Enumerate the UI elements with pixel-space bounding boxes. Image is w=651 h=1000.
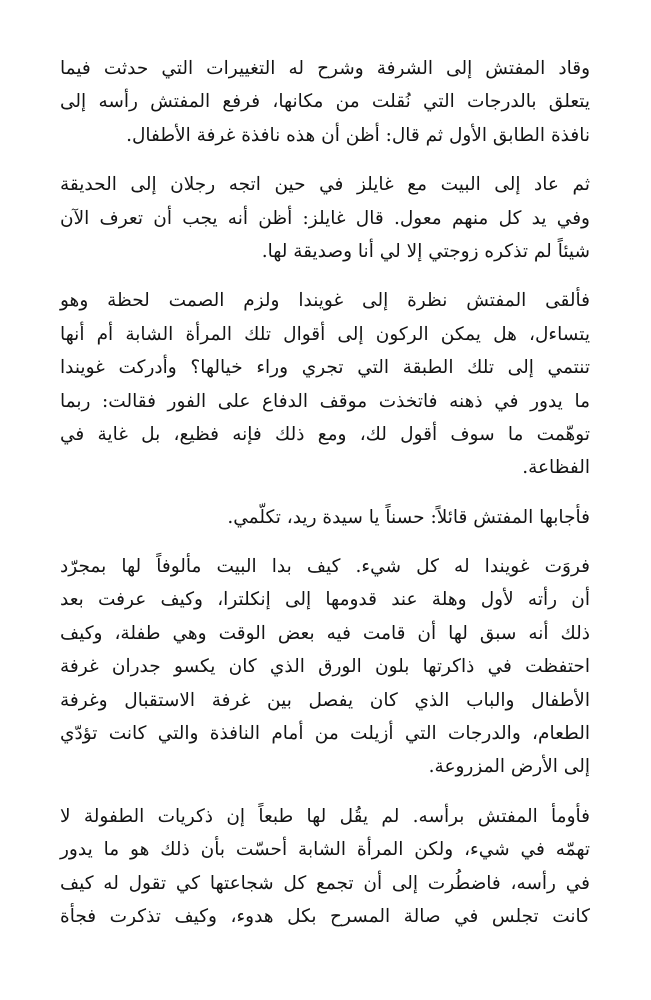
text-line: ما يدور في ذهنه فاتخذت موقف الدفاع على الفور فقالت: ربما xyxy=(60,390,590,412)
text-line: في رأسه، فاضطُرت إلى أن تجمع كل شجاعتها كي تقول له كيف xyxy=(60,872,590,894)
paragraph-3 xyxy=(60,284,590,484)
text-line: يتعلق بالدرجات التي نُقلت من مكانها، فرفع المفتش رأسه إلى xyxy=(60,91,590,113)
text-line: أن رأته لأول وهلة عند قدومها إلى إنكلترا، وكيف عرفت بعد xyxy=(60,589,590,611)
text-line: تنتمي إلى تلك الطبقة التي تجري وراء خيالها؟ وأدركت غويندا xyxy=(60,357,590,379)
text-line: وفي يد كل منهم معول. قال غايلز: أظن أنه يجب أن تعرف الآن xyxy=(60,207,590,229)
paragraph-4 xyxy=(60,501,590,534)
book-page xyxy=(60,52,590,949)
text-line: ذلك أنه سبق لها أن قامت فيه بعض الوقت وهي طفلة، وكيف xyxy=(60,622,590,644)
paragraph-6 xyxy=(60,800,590,934)
text-line: شيئاً لم تذكره زوجتي إلا لي أنا وصديقة لها. xyxy=(261,240,590,262)
text-line: الفظاعة. xyxy=(522,457,590,479)
text-line: فأومأ المفتش برأسه. لم يقُل لها طبعاً إن ذكريات الطفولة لا xyxy=(60,805,590,827)
text-line: تهمّه في شيء، ولكن المرأة الشابة أحسّت بأن ذلك هو ما يدور xyxy=(60,839,590,861)
text-line: إلى الأرض المزروعة. xyxy=(428,756,590,778)
text-line: وقاد المفتش إلى الشرفة وشرح له التغييرات التي حدثت فيما xyxy=(60,58,590,79)
text-line: ثم عاد إلى البيت مع غايلز في حين اتجه رجلان إلى الحديقة xyxy=(60,174,590,196)
text-line: يتساءل، هل يمكن الركون إلى أقوال تلك المرأة الشابة أم أنها xyxy=(60,323,590,345)
text-line: نافذة الطابق الأول ثم قال: أظن أن هذه نافذة غرفة الأطفال. xyxy=(126,124,590,146)
text-line: كانت تجلس في صالة المسرح بكل هدوء، وكيف تذكرت فجأة xyxy=(60,905,590,927)
text-line: الطعام، والدرجات التي أزيلت من أمام النافذة والتي كانت تؤدّي xyxy=(60,723,590,745)
text-line: احتفظت في ذاكرتها بلون الورق الذي كان يكسو جدران غرفة xyxy=(60,656,590,678)
paragraph-2 xyxy=(60,168,590,268)
paragraph-5 xyxy=(60,550,590,784)
text-line: فأجابها المفتش قائلاً: حسناً يا سيدة ريد، تكلّمي. xyxy=(227,506,590,528)
paragraph-1 xyxy=(60,52,590,152)
text-line: توهّمت ما سوف أقول لك، ومع ذلك فإنه فظيع، بل غاية في xyxy=(60,423,590,445)
text-line: الأطفال والباب الذي كان يفصل بين غرفة الاستقبال وغرفة xyxy=(60,689,590,711)
text-line: فألقى المفتش نظرة إلى غويندا ولزم الصمت لحظة وهو xyxy=(60,290,590,312)
text-line: فروَت غويندا له كل شيء. كيف بدا البيت مألوفاً لها بمجرّد xyxy=(60,556,590,578)
